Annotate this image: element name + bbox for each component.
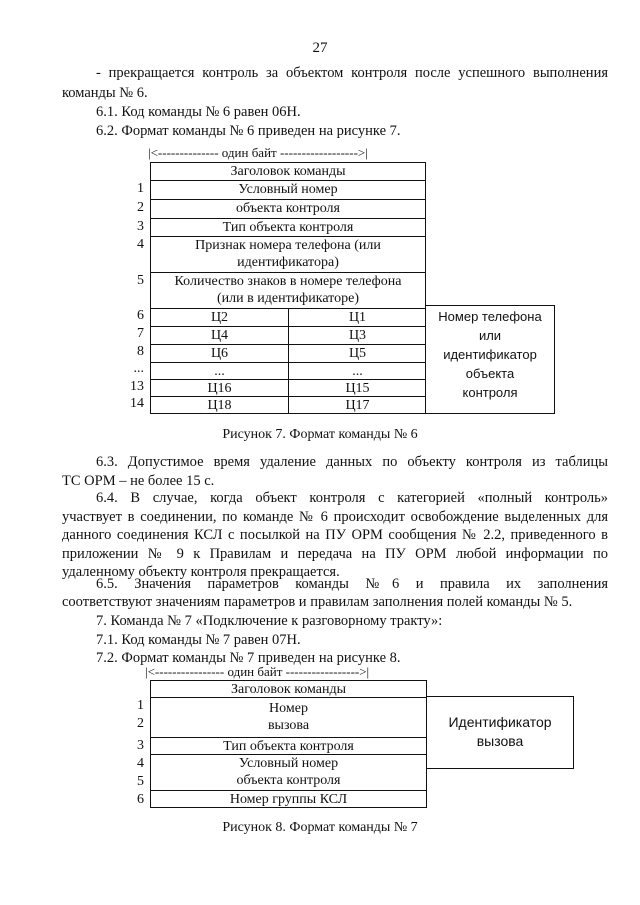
fig8-conditional-number-row (151, 755, 426, 791)
fig7-digit-left: Ц18 (207, 398, 232, 413)
fig8-call-number-line-1: Номер (269, 701, 308, 716)
para-6-1: 6.1. Код команды № 6 равен 06Н. (96, 104, 301, 120)
fig7-row-5-line-1: Количество знаков в номере телефона (174, 274, 402, 289)
fig8-header-row: Заголовок команды (151, 681, 426, 698)
fig7-row-num: 1 (137, 181, 144, 196)
para-7: 7. Команда № 7 «Подключение к разговорному тракту»: (96, 613, 443, 629)
fig8-row-num: 1 (137, 698, 144, 713)
para-6-2: 6.2. Формат команды № 6 приведен на рисунке 7. (96, 123, 401, 139)
para-1-line-2: команды № 6. (62, 85, 148, 101)
fig7-digit-left: Ц4 (210, 328, 229, 343)
fig7-side-line: объекта (465, 366, 515, 381)
fig7-digit-right: ... (352, 364, 363, 379)
fig7-digit-right: Ц17 (345, 398, 370, 413)
fig7-digit-right: Ц15 (345, 381, 370, 396)
para-6-4-line-3: данного соединения КСЛ с посылкой на ПУ ОРМ сообщения № 2.2, приведенного в (62, 527, 608, 543)
fig7-row-4 (151, 237, 425, 273)
para-7-2: 7.2. Формат команды № 7 приведен на рисунке 8. (96, 650, 401, 666)
para-6-4-line-5: удаленному объекту контроля прекращается. (62, 564, 340, 580)
fig7-digit-left: Ц2 (210, 310, 229, 325)
fig7-row-2: объекта контроля (151, 200, 425, 219)
fig8-row-num: 3 (137, 738, 144, 753)
fig7-column-divider (288, 309, 289, 414)
fig7-row-num: 2 (137, 200, 144, 215)
fig8-ksl-group-row: Номер группы КСЛ (229, 792, 348, 807)
para-1-line-1: - прекращается контроль за объектом контроля после успешного выполнения (96, 65, 608, 81)
fig7-row-4-line-2: идентификатора) (237, 255, 339, 270)
fig8-side-label (426, 696, 574, 769)
fig7-digit-right: Ц3 (348, 328, 367, 343)
fig8-row-num: 5 (137, 774, 144, 789)
fig8-object-type-row: Тип объекта контроля (151, 738, 426, 755)
page-number: 27 (312, 40, 328, 56)
byte-width-label: |<---------------- один байт ----------------->| (145, 664, 370, 679)
fig7-digit-right: Ц5 (348, 346, 367, 361)
para-6-5-line-1: 6.5. Значения параметров команды №6 и правила их заполнения (96, 576, 608, 592)
fig7-header-row: Заголовок команды (151, 163, 425, 181)
fig7-digit-right: Ц1 (348, 310, 367, 325)
fig7-row-5 (151, 273, 425, 309)
para-6-5-line-2: соответствуют значениям параметров и правилам заполнения полей команды № 5. (62, 594, 573, 610)
fig7-row-5-line-2: (или в идентификаторе) (217, 291, 359, 306)
byte-width-label: |<-------------- один байт ------------------>| (148, 145, 368, 160)
fig7-row-num: 8 (137, 344, 144, 359)
fig8-row-num: 2 (137, 716, 144, 731)
para-6-3-line-1: 6.3. Допустимое время удаление данных по объекту контроля из таблицы (96, 454, 608, 470)
fig7-row-num: 5 (137, 273, 144, 288)
para-6-4-line-2: участвует в соединении, по команде № 6 происходит освобождение выделенных для (62, 509, 608, 525)
fig8-call-number-row (151, 698, 426, 738)
fig7-row-1: Условный номер (151, 181, 425, 200)
fig8-main-table (150, 680, 427, 808)
fig8-conditional-number-line-2: объекта контроля (236, 773, 341, 788)
fig7-digit-left: Ц6 (210, 346, 229, 361)
fig7-row-num: 13 (130, 379, 144, 394)
fig7-digit-left: Ц16 (207, 381, 232, 396)
fig7-row-num: 4 (137, 237, 144, 252)
fig7-row-num: 3 (137, 219, 144, 234)
fig7-side-line: контроля (462, 385, 518, 400)
fig7-row-num: ... (133, 361, 144, 376)
fig7-row-num: 7 (137, 326, 144, 341)
para-6-4-line-1: 6.4. В случае, когда объект контроля с категорией «полный контроль» (96, 490, 608, 506)
fig7-caption: Рисунок 7. Формат команды № 6 (222, 427, 418, 442)
fig7-row-num: 6 (137, 308, 144, 323)
para-6-3-line-2: ТС ОРМ – не более 15 с. (62, 473, 215, 489)
fig8-call-number-line-2: вызова (267, 718, 310, 733)
fig8-row-num: 4 (137, 756, 144, 771)
fig7-row-3: Тип объекта контроля (151, 219, 425, 237)
para-7-1: 7.1. Код команды № 7 равен 07Н. (96, 632, 301, 648)
fig7-digit-left: ... (214, 364, 225, 379)
fig7-row-num: 14 (130, 396, 144, 411)
fig7-row-4-line-1: Признак номера телефона (или (195, 238, 381, 253)
fig8-conditional-number-line-1: Условный номер (238, 756, 339, 771)
fig8-row-num: 6 (137, 792, 144, 807)
fig8-side-line: Идентификатор (448, 714, 552, 730)
fig7-side-line: идентификатор (443, 347, 537, 362)
fig7-side-line: или (478, 328, 502, 343)
para-6-4-line-4: приложении № 9 к Правилам и передача на ПУ ОРМ любой информации по (62, 546, 608, 562)
fig7-main-table (150, 162, 426, 414)
fig7-side-line: Номер телефона (438, 309, 542, 324)
fig8-side-line: вызова (476, 733, 524, 749)
fig8-caption: Рисунок 8. Формат команды № 7 (222, 820, 418, 835)
fig7-side-label (425, 305, 555, 414)
